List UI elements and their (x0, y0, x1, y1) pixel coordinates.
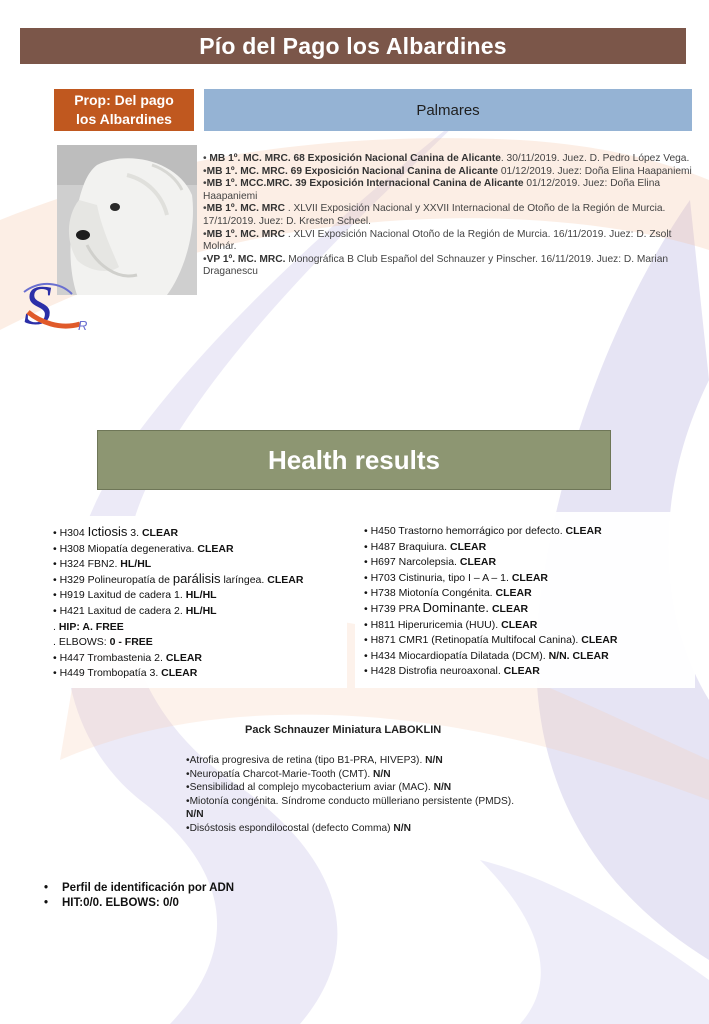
health-result: A. FREE (82, 620, 124, 633)
palmares-entry-title: MB 1º. MC. MRC (206, 228, 286, 240)
owner-line-1: Prop: Del pago (74, 92, 174, 108)
dna-list (44, 881, 444, 911)
health-row: • H919 Laxitud de cadera 1. HL/HL (53, 589, 217, 602)
health-result: CLEAR (449, 540, 487, 553)
dna-item: • HIT:0/0. ELBOWS: 0/0 (44, 897, 179, 909)
health-result: CLEAR (459, 556, 497, 569)
health-row: • H324 FBN2. HL/HL (53, 558, 152, 571)
palmares-entry: •VP 1º. MC. MRC. Monográfica B Club Español del Schnauzer y Pinscher. 16/11/2019. Juez: D. Marian Draganescu (203, 253, 669, 278)
health-results-title: Health results (268, 444, 440, 475)
health-results-right (355, 512, 695, 688)
health-row: • H449 Trombopatía 3. CLEAR (53, 667, 198, 680)
health-row: • H329 Polineuropatía de parálisis laríngea. CLEAR (53, 570, 304, 586)
logo-small-letter: R (78, 318, 88, 333)
palmares-header (204, 89, 692, 131)
health-result: CLEAR (491, 602, 529, 615)
club-logo (20, 272, 100, 340)
health-results-banner (97, 430, 611, 490)
health-result: N/N. CLEAR (548, 649, 609, 662)
palmares-entry-title: MB 1º. MC. MRC. 69 Exposición Nacional Canina de Alicante (206, 165, 499, 177)
health-result: CLEAR (565, 525, 602, 537)
palmares-entry-detail: . XLVII Exposición Nacional y XXVII Internacional de Otoño de la Región de Murcia. 17/11/2019. Juez: D. Kresten Scheel. (203, 203, 666, 227)
health-row: • H308 Miopatía degenerativa. CLEAR (53, 542, 234, 555)
palmares-entry: •MB 1º. MCC.MRC. 39 Exposición Internacional Canina de Alicante 01/12/2019. Juez: Doña Elina Haapaniemi (203, 178, 661, 202)
health-result: CLEAR (495, 587, 532, 600)
owner-line-2: los Albardines (76, 111, 172, 127)
health-result: HL/HL (120, 558, 152, 571)
health-result: CLEAR (511, 571, 549, 584)
health-row: • H738 Miotonía Congénita. CLEAR (364, 587, 532, 600)
pack-item-result: N/N (433, 782, 452, 794)
palmares-header-text: Palmares (416, 101, 480, 119)
pack-item: •Neuropatía Charcot-Marie-Tooth (CMT). N/N (186, 768, 391, 780)
palmares-entry-title: MB 1º. MC. MRC (206, 203, 286, 215)
health-result: CLEAR (503, 665, 540, 678)
health-row: • H871 CMR1 (Retinopatía Multifocal Canina). CLEAR (364, 634, 618, 647)
pack-item: •Atrofia progresiva de retina (tipo B1-PRA, HIVEP3). N/N (186, 755, 443, 766)
health-result: CLEAR (501, 618, 538, 631)
palmares-entry: •MB 1º. MC. MRC . XLVI Exposición Nacional Otoño de la Región de Murcia. 16/11/2019. Juez: D. Zsolt Molnár. (203, 228, 672, 253)
health-result: CLEAR (161, 667, 198, 680)
logo-mark (20, 272, 100, 340)
health-row: . ELBOWS: 0 - FREE (53, 636, 153, 649)
palmares-list (203, 153, 693, 279)
palmares-entry-detail: . XLVI Exposición Nacional Otoño de la Región de Murcia. 16/11/2019. Juez: D. Zsolt Molnár. (203, 228, 672, 253)
pack-list (186, 754, 531, 836)
pack-item: •Miotonía congénita. Síndrome conducto mülleriano persistente (PMDS). N/N (186, 795, 515, 821)
health-row: • H304 Ictiosis 3. CLEAR (53, 524, 179, 539)
page-title (20, 28, 686, 64)
pack-item-result: N/N (373, 768, 391, 780)
logo-letter: S (24, 275, 52, 337)
pack-item: •Sensibilidad al complejo mycobacterium aviar (MAC). N/N (186, 782, 452, 794)
health-row: • H450 Trastorno hemorrágico por defecto. CLEAR (364, 525, 602, 537)
palmares-entry: •MB 1º. MC. MRC. 69 Exposición Nacional Canina de Alicante 01/12/2019. Juez: Doña Elina Haapaniemi (203, 165, 692, 177)
health-result: CLEAR (581, 634, 618, 647)
pack-item-result: N/N (186, 809, 204, 821)
pack-title: Pack Schnauzer Miniatura LABOKLIN (245, 724, 442, 736)
health-row: • H703 Cistinuria, tipo I – A – 1. CLEAR (364, 571, 549, 584)
health-result: CLEAR (141, 527, 179, 539)
palmares-entry-detail: . 30/11/2019. Juez. D. Pedro López Vega. (500, 153, 690, 164)
health-result: CLEAR (267, 573, 304, 586)
health-result: HL/HL (185, 589, 217, 602)
page-title-text: Pío del Pago los Albardines (199, 32, 507, 59)
palmares-entry: • MB 1º. MC. MRC. 68 Exposición Nacional Canina de Alicante. 30/11/2019. Juez. D. Pedro López Vega. (203, 153, 690, 164)
health-result: CLEAR (165, 651, 202, 664)
palmares-entry-title: MB 1º. MC. MRC. 68 Exposición Nacional Canina de Alicante (209, 153, 501, 164)
pack-item: •Disóstosis espondilocostal (defecto Comma) N/N (186, 822, 411, 834)
health-row: • H447 Trombastenia 2. CLEAR (53, 651, 202, 664)
palmares-entry-title: MB 1º. MCC.MRC. 39 Exposición Internacional Canina de Alicante (206, 178, 524, 190)
health-result: 0 - FREE (109, 636, 153, 649)
health-row: • H434 Miocardiopatía Dilatada (DCM). N/N. CLEAR (364, 649, 609, 662)
health-row: • H421 Laxitud de cadera 2. HL/HL (53, 604, 217, 617)
palmares-entry-title: VP 1º. MC. MRC. (206, 253, 286, 265)
pack-item-result: N/N (393, 822, 411, 834)
health-row: • H697 Narcolepsia. CLEAR (364, 556, 497, 569)
health-results-left (43, 516, 347, 688)
palmares-entry: •MB 1º. MC. MRC . XLVII Exposición Nacional y XXVII Internacional de Otoño de la Región de Murcia. 17/11/2019. Juez: D. Kresten Scheel. (203, 203, 666, 227)
palmares-entry-detail: 01/12/2019. Juez: Doña Elina Haapaniemi (203, 178, 661, 202)
health-row: • H487 Braquiura. CLEAR (364, 540, 487, 553)
health-row: • H428 Distrofia neuroaxonal. CLEAR (364, 665, 540, 678)
palmares-entry-detail: 01/12/2019. Juez: Doña Elina Haapaniemi (498, 165, 692, 177)
owner-box (54, 89, 194, 131)
pack-item-result: N/N (425, 755, 443, 766)
health-row: • H739 PRA Dominante. CLEAR (364, 599, 529, 615)
health-result: CLEAR (197, 542, 234, 555)
dna-item: • Perfil de identificación por ADN (44, 882, 235, 894)
health-row: • H811 Hiperuricemia (HUU). CLEAR (364, 618, 538, 631)
health-result: HL/HL (185, 604, 217, 617)
health-row: . HIP: A. FREE (53, 620, 124, 633)
palmares-entry-detail: Monográfica B Club Español del Schnauzer y Pinscher. 16/11/2019. Juez: D. Marian Draganescu (203, 253, 669, 278)
